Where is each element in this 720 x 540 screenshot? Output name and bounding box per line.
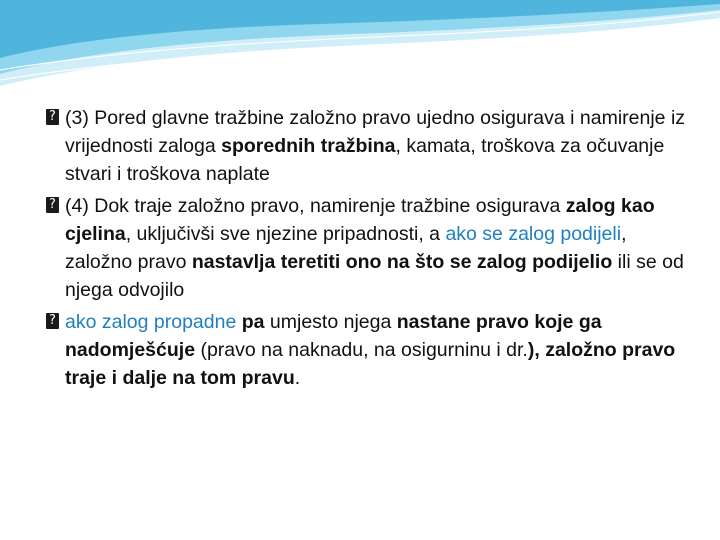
text-run: , uključivši sve njezine pripadnosti, a bbox=[125, 223, 446, 245]
text-run-bold: nastavlja teretiti ono na što se zalog podijelio bbox=[191, 251, 613, 273]
text-run-bold: pa bbox=[236, 311, 265, 333]
paragraph-propast-zaloga bbox=[46, 308, 696, 392]
text-run-bold: ), založno pravo traje i dalje na tom pravu bbox=[65, 339, 676, 389]
text-run-bold: sporednih tražbina bbox=[221, 135, 396, 157]
text-run-blue: ako zalog propadne bbox=[65, 311, 237, 333]
text-run: (4) Dok traje založno pravo, namirenje tražbine osigurava bbox=[65, 195, 566, 217]
text-run-blue: ako se zalog podijeli bbox=[445, 223, 622, 245]
bullet-icon: ? bbox=[46, 197, 59, 213]
text-run: . bbox=[294, 367, 301, 389]
header-wave-decoration bbox=[0, 0, 720, 90]
text-run: , kamata, troškova za očuvanje stvari i troškova naplate bbox=[65, 135, 665, 185]
bullet-icon: ? bbox=[46, 313, 59, 329]
paragraph-3 bbox=[46, 104, 696, 188]
text-run-bold: zalog kao cjelina bbox=[65, 195, 655, 245]
slide-body bbox=[46, 104, 696, 396]
bullet-icon: ? bbox=[46, 109, 59, 125]
text-run-bold: nastane pravo koje ga nadomješćuje bbox=[65, 311, 602, 361]
text-run: umjesto njega bbox=[264, 311, 397, 333]
text-run: (3) Pored glavne tražbine založno pravo ujedno osigurava i namirenje iz vrijednosti zaloga bbox=[65, 107, 686, 157]
text-run: , založno pravo bbox=[65, 223, 627, 273]
paragraph-4 bbox=[46, 192, 696, 304]
text-run: ili se od njega odvojilo bbox=[65, 251, 684, 301]
text-run: (pravo na naknadu, na osigurninu i dr. bbox=[195, 339, 528, 361]
